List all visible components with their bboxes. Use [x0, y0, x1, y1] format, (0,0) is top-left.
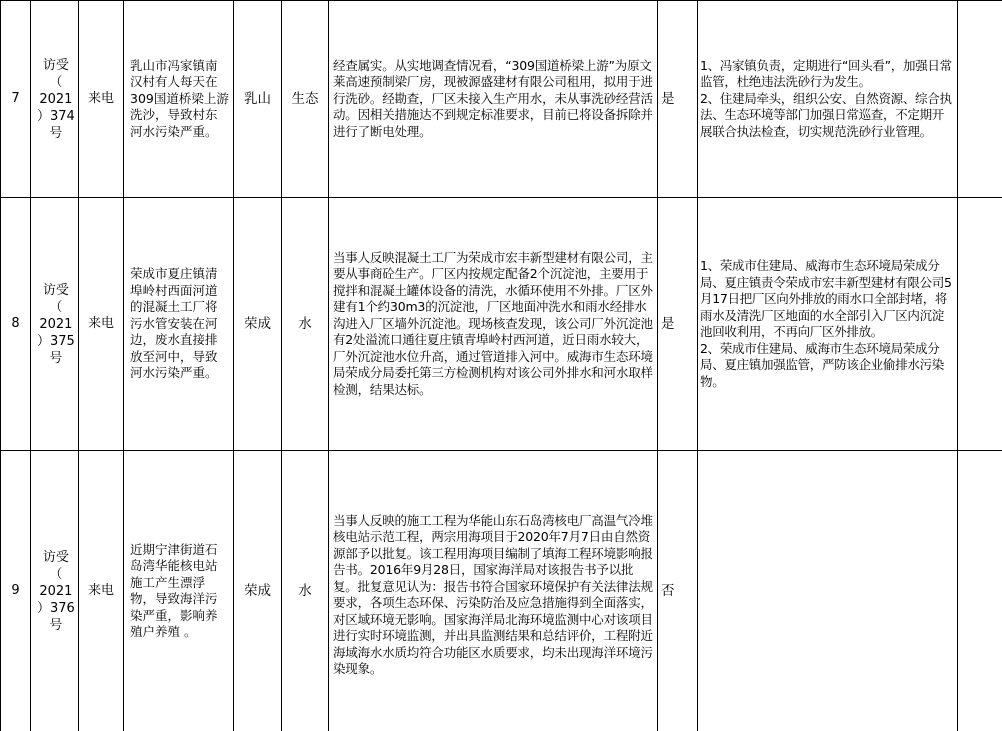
- row-number: 7: [1, 1, 31, 198]
- investigation-result: 当事人反映的施工工程为华能山东石岛湾核电厂高温气冷堆核电站示范工程，两宗用海项目于2020年7月7日由自然资源部予以批复。该工程用海项目编制了填海工程环境影响报告书。2016年9月28日，国家海洋局对该报告书予以批复。批复意见认为：报告书符合国家环境保护有关法律法规要求，各项生态环保、污染防治及应急措施得到全面落实，对区域环境无影响。国家海洋局北海环境监测中心对该项目进行实时环境监测，并出具监测结果和总结评价，工程附近海域海水水质均符合功能区水质要求，均未出现海洋环境污染现象。: [329, 451, 658, 731]
- administrative-area: 荣成: [234, 451, 282, 731]
- row-number: 8: [1, 198, 31, 451]
- administrative-area: 荣成: [234, 198, 282, 451]
- complaint-source: 来电: [79, 198, 124, 451]
- complaint-content: 乳山市冯家镇南汉村有人每天在309国道桥梁上游洗沙，导致村东河水污染严重。: [124, 1, 234, 198]
- remarks: [958, 451, 1002, 731]
- complaint-source: 来电: [79, 1, 124, 198]
- table-row: [1, 198, 1002, 451]
- remarks: [958, 198, 1002, 451]
- handling-measures: [698, 451, 958, 731]
- case-number: 访受 （ 2021 ）376 号: [31, 451, 79, 731]
- handling-measures: 1、冯家镇负责，定期进行“回头看”，加强日常监管，杜绝违法洗砂行为发生。 2、住建局牵头，组织公安、自然资源、综合执法、生态环境等部门加强日常巡查，不定期开展联合执法检查，切实规范洗砂行业管理。: [698, 1, 958, 198]
- pollution-type: 水: [282, 198, 329, 451]
- table-row: [1, 1, 1002, 198]
- verdict: 否: [658, 451, 698, 731]
- case-number: 访受 （ 2021 ）375 号: [31, 198, 79, 451]
- pollution-type: 生态: [282, 1, 329, 198]
- complaint-source: 来电: [79, 451, 124, 731]
- complaint-content: 近期宁津街道石岛湾华能核电站施工产生漂浮物，导致海洋污染严重，影响养殖户养殖 。: [124, 451, 234, 731]
- table-row: [1, 451, 1002, 731]
- case-number: 访受 （ 2021 ）374 号: [31, 1, 79, 198]
- pollution-type: 水: [282, 451, 329, 731]
- investigation-result: 当事人反映混凝土工厂为荣成市宏丰新型建材有限公司，主要从事商砼生产。厂区内按规定配备2个沉淀池，主要用于搅拌和混凝土罐体设备的清洗，水循环使用不外排。厂区外建有1个约30m3的沉淀池，厂区地面冲洗水和雨水经排水沟进入厂区墙外沉淀池。现场核查发现，该公司厂外沉淀池有2处溢流口通往夏庄镇青埠岭村西河道，近日雨水较大，厂外沉淀池水位升高，通过管道排入河中。威海市生态环境局荣成分局委托第三方检测机构对该公司外排水和河水取样检测，结果达标。: [329, 198, 658, 451]
- row-number: 9: [1, 451, 31, 731]
- investigation-result: 经查属实。从实地调查情况看，“309国道桥梁上游”为原文莱高速预制梁厂房，现被源盛建材有限公司租用，拟用于进行洗砂。经勘查，厂区未接入生产用水，未从事洗砂经营活动。因相关措施达不到规定标准要求，目前已将设备拆除并进行了断电处理。: [329, 1, 658, 198]
- administrative-area: 乳山: [234, 1, 282, 198]
- remarks: [958, 1, 1002, 198]
- complaint-content: 荣成市夏庄镇清埠岭村西面河道的混凝土工厂将污水管安装在河边，废水直接排放至河中，导致河水污染严重。: [124, 198, 234, 451]
- verdict: 是: [658, 1, 698, 198]
- handling-measures: 1、荣成市住建局、威海市生态环境局荣成分局、夏庄镇责令荣成市宏丰新型建材有限公司5月17日把厂区向外排放的雨水口全部封堵，将雨水及清洗厂区地面的水全部引入厂区内沉淀池回收利用，不再向厂区外排放。 2、荣成市住建局、威海市生态环境局荣成分局、夏庄镇加强监管，严防该企业偷排水污染物。: [698, 198, 958, 451]
- verdict: 是: [658, 198, 698, 451]
